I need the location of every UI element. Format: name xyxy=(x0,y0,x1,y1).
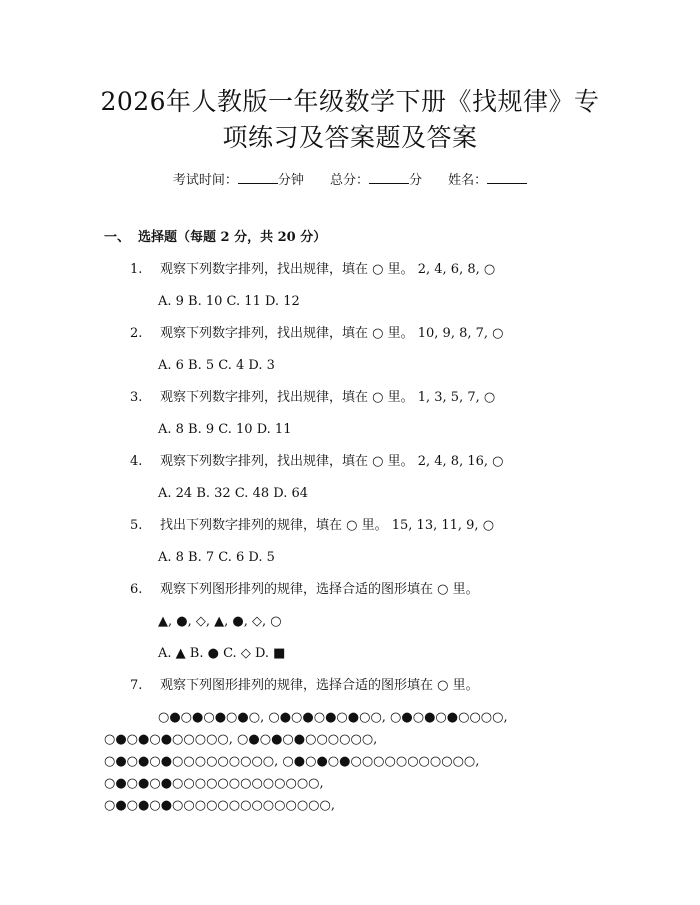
question-text: 观察下列数字排列，找出规律，填在 ○ 里。 2, 4, 8, 16, ○ xyxy=(160,454,504,469)
question-2-options: A. 6 B. 5 C. 4 D. 3 xyxy=(158,358,275,373)
question-text: 观察下列图形排列的规律，选择合适的图形填在 ○ 里。 xyxy=(160,582,479,597)
student-name-blank xyxy=(487,170,527,184)
question-7-sequence-line-5: ○●○●○●○○○○○○○○○○○○○○, xyxy=(104,798,335,813)
question-text: 观察下列数字排列，找出规律，填在 ○ 里。 10, 9, 8, 7, ○ xyxy=(160,326,504,341)
section-title: 选择题（每题 2 分，共 20 分） xyxy=(138,230,327,245)
question-2 xyxy=(130,325,504,343)
student-name-label: 姓名： xyxy=(448,173,488,188)
question-7-sequence-line-3: ○●○●○●○○○○○○○○○, ○●○●○●○○○○○○○○○○○, xyxy=(104,754,480,769)
total-score-blank xyxy=(369,170,409,184)
question-number: 6. xyxy=(130,582,143,597)
question-1 xyxy=(130,261,495,279)
total-score-unit: 分 xyxy=(409,173,423,188)
question-3 xyxy=(130,389,495,407)
exam-info xyxy=(0,170,700,190)
question-number: 5. xyxy=(130,518,143,533)
exam-time xyxy=(173,170,304,190)
question-7-sequence-line-4: ○●○●○●○○○○○○○○○○○○○, xyxy=(104,776,324,791)
question-5-options: A. 8 B. 7 C. 6 D. 5 xyxy=(158,550,275,565)
question-3-options: A. 8 B. 9 C. 10 D. 11 xyxy=(158,422,292,437)
page-title-line-2: 项练习及答案题及答案 xyxy=(222,123,478,152)
question-number: 1. xyxy=(130,262,143,277)
question-number: 3. xyxy=(130,390,143,405)
question-7-sequence-line-2: ○●○●○●○○○○○, ○●○●○●○○○○○○, xyxy=(104,732,378,747)
question-4 xyxy=(130,453,504,471)
section-number: 一、 xyxy=(104,230,131,245)
exam-time-blank xyxy=(238,170,278,184)
question-text: 观察下列图形排列的规律，选择合适的图形填在 ○ 里。 xyxy=(160,678,479,693)
question-6-options: A. ▲ B. ● C. ◇ D. ■ xyxy=(158,646,286,661)
total-score-label: 总分： xyxy=(329,173,369,188)
question-7 xyxy=(130,677,479,695)
question-7-sequence-line-1: ○●○●○●○●○, ○●○●○●○●○○, ○●○●○●○○○○, xyxy=(158,710,508,725)
question-text: 观察下列数字排列，找出规律，填在 ○ 里。 2, 4, 6, 8, ○ xyxy=(160,262,496,277)
total-score xyxy=(330,170,422,190)
exam-time-label: 考试时间： xyxy=(172,173,238,188)
exam-time-unit: 分钟 xyxy=(277,173,304,188)
question-4-options: A. 24 B. 32 C. 48 D. 64 xyxy=(158,486,309,501)
page-title-line-1: 2026年人教版一年级数学下册《找规律》专 xyxy=(100,87,600,116)
question-6-pattern: ▲, ●, ◇, ▲, ●, ◇, ○ xyxy=(158,614,282,629)
question-6 xyxy=(130,581,479,599)
question-number: 4. xyxy=(130,454,143,469)
section-heading xyxy=(104,229,326,247)
question-1-options: A. 9 B. 10 C. 11 D. 12 xyxy=(158,294,300,309)
question-5 xyxy=(130,517,494,535)
student-name xyxy=(448,170,527,190)
question-text: 观察下列数字排列，找出规律，填在 ○ 里。 1, 3, 5, 7, ○ xyxy=(160,390,496,405)
question-number: 2. xyxy=(130,326,143,341)
question-number: 7. xyxy=(130,678,143,693)
question-text: 找出下列数字排列的规律，填在 ○ 里。 15, 13, 11, 9, ○ xyxy=(160,518,495,533)
